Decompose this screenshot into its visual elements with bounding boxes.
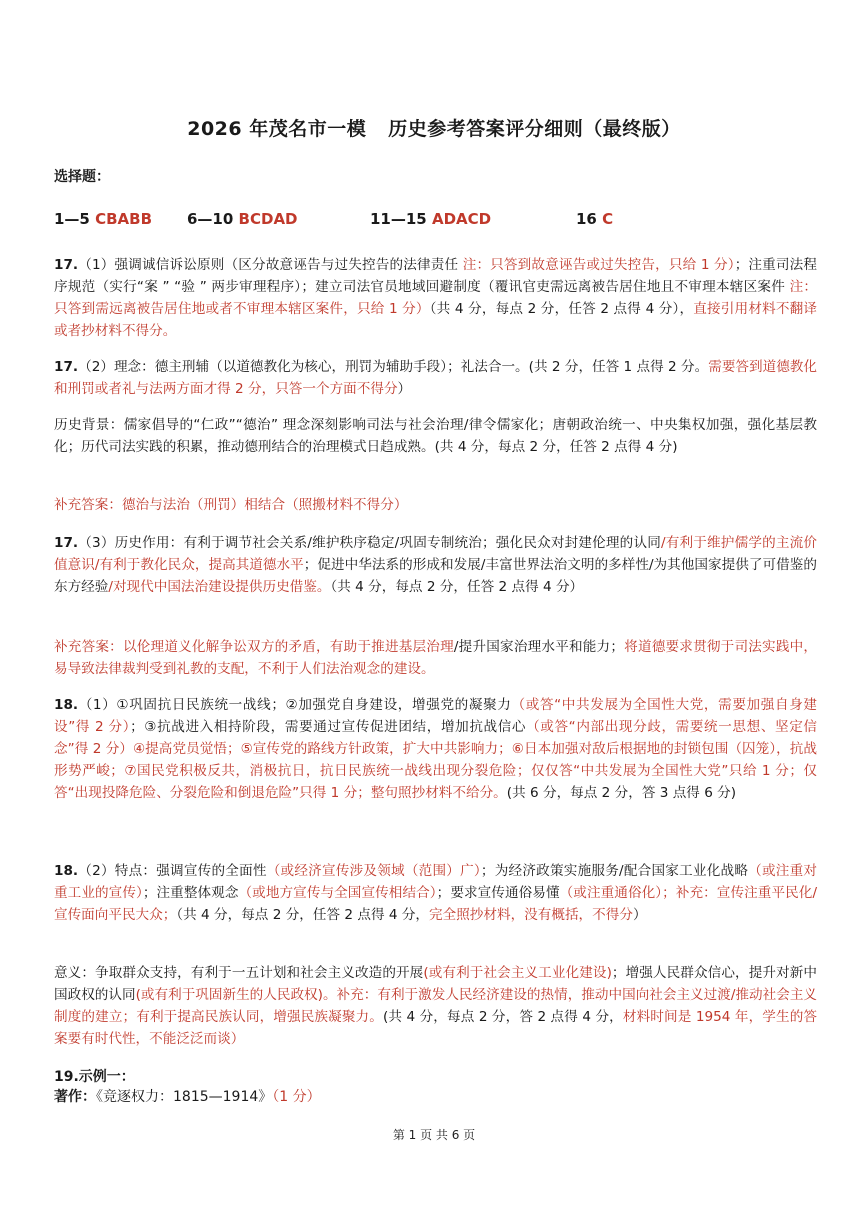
answer-17-3 [54,532,817,598]
grading-note: （或注重对重工业的宣传） [54,863,817,901]
score-rule: （共 4 分，每点 2 分，任答 2 点得 4 分） [330,579,584,595]
choice-range: 11—15 [370,210,427,228]
grading-note: （或答“中共发展为全国性大党，需要加强自身建设”得 2 分） [54,697,817,735]
grading-note: 补充答案：以伦理道义化解争讼双方的矛盾，有助于推进基层治理 [54,639,454,655]
grading-note: （或答“内部出现分歧，需要统一思想、坚定信念”得 2 分）④提高党员觉悟；⑤宣传党的路线方针政策，扩大中共影响力；⑥日本加强对敌后根据地的封锁包围（囚笼），抗战形势严峻；⑦国民党积极反共，消极抗日，抗日民族统一战线出现分裂危险；仅仅答“中共发展为全国性大党”只给 1 分；仅答“出现投降危险、分裂危险和倒退危险”只得 1 分；整句照抄材料不给分。 [54,719,817,801]
grading-note: 将道德要求贯彻于司法实践中，易导致法律裁判受到礼教的支配，不利于人们法治观念的建设。 [54,639,818,677]
choice-answer: CBABB [95,210,153,228]
grading-note: /有利于维护儒学的主流价值意识/有利于教化民众，提高其道德水平 [54,535,817,573]
question-number: 17. [54,257,79,273]
grading-note: 完全照抄材料，没有概括，不得分 [429,907,633,923]
answer-history-background: 历史背景：儒家倡导的“仁政”“德治” 理念深刻影响司法与社会治理/律令儒家化；唐朝政治统一、中央集权加强，强化基层教化；历代司法实践的积累，推动德刑结合的治理模式日趋成熟。(共 4 分，每点 2 分，任答 2 点得 4 分) [54,417,817,455]
answer-text: （3）历史作用：有利于调节社会关系/维护秩序稳定/巩固专制统治；强化民众对封建伦理的认同 [78,535,661,551]
choice-group [576,210,613,228]
answer-text: ；为经济政策实施服务/配合国家工业化战略 [480,863,749,879]
answer-17-2 [54,356,817,400]
score-rule: （共 4 分，每点 2 分，任答 2 点得 4 分， [176,907,430,923]
grading-note: 注：只答到需远离被告居住地或者不审理本辖区案件，只给 1 分） [54,279,817,317]
answer-text: （2）特点：强调宣传的全面性 [78,863,267,879]
page-footer: 第 1 页 共 6 页 [392,1128,476,1142]
answer-text: ；要求宣传通俗易懂 [436,885,560,901]
answer-text: ） [632,907,647,923]
choice-group [187,210,370,228]
question-number: 18. [54,863,79,879]
grading-note: 需要答到道德教化和刑罚或者礼与法两方面才得 2 分，只答一个方面不得分 [54,359,817,397]
answer-text: ） [397,381,412,397]
choice-answer: C [602,210,614,228]
score-rule: (共 4 分，每点 2 分，答 2 点得 4 分， [382,1009,623,1025]
choice-group [54,210,187,228]
answer-text: ；促进中华法系的形成和发展/丰富世界法治文明的多样性/为其他国家提供了可借鉴的东方经验 [54,557,817,595]
grading-note: 材料时间是 1954 年，学生的答案要有时代性，不能泛泛而谈） [54,1009,818,1047]
choice-range: 16 [576,210,597,228]
answer-text: ；增强人民群众信心，提升对新中国政权的认同 [54,965,818,1003]
answer-text: 意义：争取群众支持，有利于一五计划和社会主义改造的开展 [54,965,424,981]
q19-work [54,1086,817,1108]
answer-text: ；注重整体观念 [142,885,239,901]
work-title: 《竞逐权力：1815—1914》 [96,1089,273,1105]
answer-text: /提升国家治理水平和能力； [453,639,624,655]
score-rule: （共 4 分，每点 2 分，任答 2 点得 4 分）， [429,301,694,317]
choice-answer: BCDAD [238,210,298,228]
question-number: 17. [54,535,79,551]
answer-18-1 [54,694,817,804]
choice-range: 6—10 [187,210,234,228]
question-number: 18. [54,697,79,713]
choice-answer: ADACD [431,210,492,228]
choice-range: 1—5 [54,210,90,228]
grading-note: （或注重通俗化）；补充：宣传注重平民化/宣传面向平民大众； [54,885,818,923]
work-label: 著作： [54,1089,96,1105]
title-exam: 2026 年茂名市一模 [187,118,367,140]
answer-text: （2）理念：德主刑辅（以道德教化为核心，刑罚为辅助手段）；礼法合一。(共 2 分，任答 1 点得 2 分。 [78,359,709,375]
work-score: （1 分） [272,1089,321,1105]
score-rule: (共 6 分，每点 2 分，答 3 点得 6 分) [506,785,737,801]
grading-note: 注：只答到故意诬告或过失控告，只给 1 分） [458,257,735,273]
grading-note: （或地方宣传与全国宣传相结合） [238,885,437,901]
title-subject: 历史参考答案评分细则（最终版） [388,118,681,140]
q19-heading: 19.示例一： [54,1069,135,1085]
answer-text: ；③抗战进入相持阶段，需要通过宣传促进团结，增加抗战信心 [130,719,527,735]
grading-note: /对现代中国法治建设提供历史借鉴。 [108,579,331,595]
answer-18-2 [54,860,817,926]
grading-note: （或经济宣传涉及领域（范围）广） [266,863,481,879]
supplement-answer-1: 补充答案：德治与法治（刑罚）相结合（照搬材料不得分） [54,497,408,513]
answer-text: （1）强调诚信诉讼原则（区分故意诬告与过失控告的法律责任 [78,257,459,273]
grading-note: (或有利于巩固新生的人民政权)。补充：有利于激发人民经济建设的热情，推动中国向社会主义过渡/推动社会主义制度的建立；有利于提高民族认同，增强民族凝聚力。 [54,987,818,1025]
answer-18-significance [54,962,817,1050]
answer-17-1 [54,254,817,342]
answer-text: （1）①巩固抗日民族统一战线；②加强党自身建设，增强党的凝聚力 [78,697,512,713]
grading-note: (或有利于社会主义工业化建设) [423,965,612,981]
question-number: 17. [54,359,79,375]
supplement-answer-2 [54,636,817,680]
choice-section-label: 选择题： [54,169,110,185]
document-title [0,114,868,141]
grading-note: 直接引用材料不翻译或者抄材料不得分。 [54,301,817,339]
choice-group [370,210,576,228]
answer-text: ；注重司法程序规范（实行“案 ” “验 ” 两步审理程序）；建立司法官员地域回避制度（覆讯官吏需远离被告居住地且不审理本辖区案件 [54,257,818,295]
choice-answers [54,210,613,228]
